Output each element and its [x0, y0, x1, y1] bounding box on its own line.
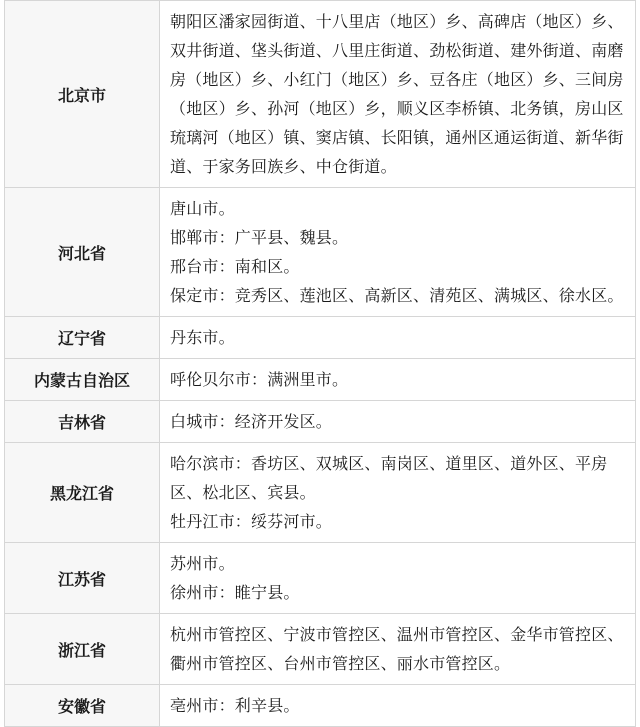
table-row — [5, 401, 636, 443]
table-row — [5, 543, 636, 614]
province-cell: 辽宁省 — [5, 317, 160, 359]
area-line: 邯郸市：广平县、魏县。 — [170, 228, 349, 247]
risk-area-table — [4, 0, 636, 727]
area-line: 朝阳区潘家园街道、十八里店（地区）乡、高碑店（地区）乡、双井街道、垡头街道、八里庄街道、劲松街道、建外街道、南磨房（地区）乡、小红门（地区）乡、豆各庄（地区）乡、三间房（地区）乡、孙河（地区）乡，顺义区李桥镇、北务镇，房山区琉璃河（地区）镇、窦店镇、长阳镇，通州区通运街道、新华街道、于家务回族乡、中仓街道。 — [170, 12, 624, 176]
area-line: 白城市：经济开发区。 — [170, 412, 333, 431]
province-cell: 吉林省 — [5, 401, 160, 443]
province-cell: 安徽省 — [5, 685, 160, 727]
areas-cell — [160, 188, 636, 317]
table-row — [5, 317, 636, 359]
province-cell: 内蒙古自治区 — [5, 359, 160, 401]
areas-cell — [160, 614, 636, 685]
areas-cell — [160, 401, 636, 443]
province-cell: 黑龙江省 — [5, 443, 160, 543]
table-row — [5, 614, 636, 685]
area-line: 邢台市：南和区。 — [170, 257, 300, 276]
areas-cell — [160, 443, 636, 543]
area-line: 呼伦贝尔市：满洲里市。 — [170, 370, 349, 389]
area-line: 杭州市管控区、宁波市管控区、温州市管控区、金华市管控区、衢州市管控区、台州市管控区、丽水市管控区。 — [170, 625, 624, 673]
table-row — [5, 188, 636, 317]
province-cell: 浙江省 — [5, 614, 160, 685]
table-row — [5, 1, 636, 188]
areas-cell — [160, 685, 636, 727]
area-line: 丹东市。 — [170, 328, 235, 347]
areas-cell — [160, 317, 636, 359]
area-line: 牡丹江市：绥芬河市。 — [170, 512, 333, 531]
area-line: 哈尔滨市：香坊区、双城区、南岗区、道里区、道外区、平房区、松北区、宾县。 — [170, 454, 608, 502]
table-row — [5, 359, 636, 401]
table-row — [5, 685, 636, 727]
area-line: 亳州市：利辛县。 — [170, 696, 300, 715]
area-line: 保定市：竞秀区、莲池区、高新区、清苑区、满城区、徐水区。 — [170, 286, 624, 305]
areas-cell — [160, 359, 636, 401]
area-line: 唐山市。 — [170, 199, 235, 218]
table-row — [5, 443, 636, 543]
province-cell: 江苏省 — [5, 543, 160, 614]
areas-cell — [160, 1, 636, 188]
province-cell: 北京市 — [5, 1, 160, 188]
province-cell: 河北省 — [5, 188, 160, 317]
areas-cell — [160, 543, 636, 614]
area-line: 苏州市。 — [170, 554, 235, 573]
area-line: 徐州市：睢宁县。 — [170, 583, 300, 602]
